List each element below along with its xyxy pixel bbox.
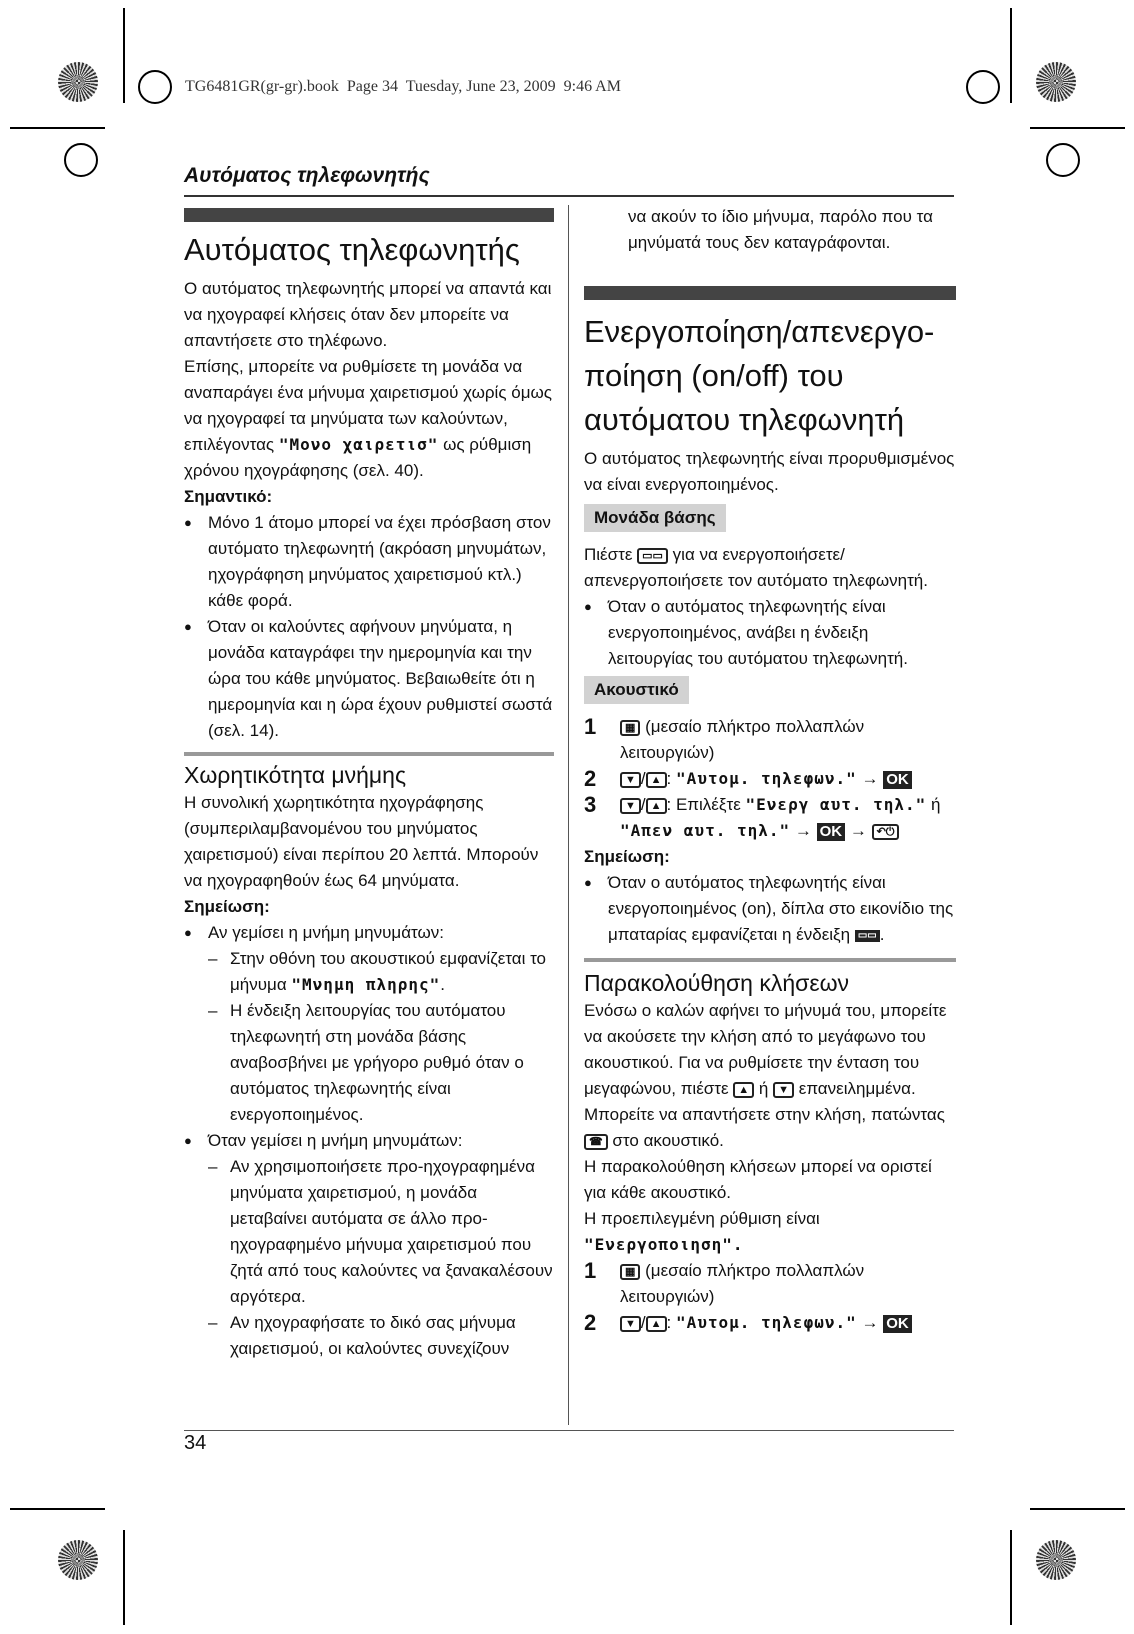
memory-text: Η συνολική χωρητικότητα ηχογράφησης (συμπεριλαμβανομένου του μηνύματος χαιρετισμού) είναι περίπου 20 λεπτά. Μπορούν να ηχογραφηθούν έως 64 μηνύματα. [184,793,539,890]
arrow-icon: → [794,821,812,840]
note-label: Σημείωση: [584,847,670,866]
screening-text: Ενόσω ο καλών αφήνει το μήνυμά του, μπορείτε να ακούσετε την κλήση από το μεγάφωνο του ακουστικού. Για να ρυθμίσετε την ένταση του μεγαφώνου, πιέστε ▲ ή ▼ επανειλημμένα. Μπορείτε να απαντήσετε στην κλήση, πατώντας ☎ στο ακουστικό. [584,1001,947,1150]
ok-key-icon: OK [883,1315,912,1333]
list-item: ● Όταν ο αυτόματος τηλεφωνητής είναι ενεργοποιημένος (on), δίπλα στο εικονίδιο της μπαταρίας εμφανίζεται η ένδειξη ▭▭ . [584,870,956,948]
note-label: Σημείωση: [184,897,270,916]
default-text: Ο αυτόματος τηλεφωνητής είναι προρυθμισμένος να είναι ενεργοποιημένος. [584,449,955,494]
down-key-icon: ▼ [620,798,641,814]
list-item: ● Όταν οι καλούντες αφήνουν μηνύματα, η μονάδα καταγράφει την ημερομηνία και την ώρα του κάθε μηνύματος. Βεβαιωθείτε ότι η ημερομηνία και η ώρα έχουν ρυθμιστεί σωστά (σελ. 14). [184,614,554,744]
menu-key-icon: ▦ [620,1264,640,1280]
intro-text-2: Επίσης, μπορείτε να ρυθμίσετε τη μονάδα να αναπαράγει ένα μήνυμα χαιρετισμού χωρίς όμως να ηχογραφεί τα μηνύματα των καλούντων, επιλέγοντας "Μονο χαιρετισ" ως ρύθμιση χρόνου ηχογράφησης (σελ. 40). [184,357,552,480]
crop-mark [123,1530,125,1625]
base-list [584,594,956,672]
ok-key-icon: OK [817,823,846,841]
memory-title: Χωρητικότητα μνήμης [184,762,407,788]
sub-item: – Η ένδειξη λειτουργίας του αυτόματου τηλεφωνητή στη μονάδα βάσης αναβοσβήνει με γρήγορο ρυθμό όταν ο αυτόματος τηλεφωνητής είναι ενεργοποιημένος. [184,998,554,1128]
crop-mark [1030,127,1125,129]
up-key-icon: ▲ [733,1082,754,1098]
step-2: 2 ▼ / ▲ : "Αυτομ. τηλεφων." → OK [584,766,956,792]
footer-rule [184,1430,954,1431]
right-column [584,204,956,1336]
target-mark [64,143,98,177]
arrow-icon: → [861,769,879,788]
list-item: ● Μόνο 1 άτομο μπορεί να έχει πρόσβαση στον αυτόματο τηλεφωνητή (ακρόαση μηνυμάτων, ηχογράφηση μηνύματος χαιρετισμού κτλ.) κάθε φορά. [184,510,554,614]
crop-mark [1010,1530,1012,1625]
down-key-icon: ▼ [620,1316,641,1332]
target-mark [1046,143,1080,177]
crop-mark [123,8,125,103]
list-item: ● Όταν γεμίσει η μνήμη μηνυμάτων: [184,1128,554,1154]
arrow-icon: → [861,1313,879,1332]
note-list-2 [184,1128,554,1154]
up-key-icon: ▲ [646,798,667,814]
target-mark [966,70,1000,104]
sub-item: – Στην οθόνη του ακουστικού εμφανίζεται το μήνυμα "Μνημη πληρης". [184,946,554,998]
crop-mark [10,127,105,129]
section-rule [584,958,956,962]
continued-text: να ακούν το ίδιο μήνυμα, παρόλο που τα μηνύματά τους δεν καταγράφονται. [628,207,933,252]
arrow-icon: → [849,821,867,840]
default-setting: Η προεπιλεγμένη ρύθμιση είναι [584,1209,820,1228]
registration-mark [1036,1540,1076,1580]
registration-mark [1036,62,1076,102]
up-key-icon: ▲ [646,772,667,788]
screening-text-2: Η παρακολούθηση κλήσεων μπορεί να οριστεί για κάθε ακουστικό. [584,1157,932,1202]
base-press-text: Πιέστε ▭▭ για να ενεργοποιήσετε/απενεργοποιήσετε τον αυτόματο τηλεφωνητή. [584,545,928,590]
page-number: 34 [184,1432,207,1454]
menu-key-icon: ▦ [620,720,640,736]
section-rule [184,752,554,756]
left-column [184,208,554,1362]
down-key-icon: ▼ [620,772,641,788]
important-list [184,510,554,744]
handset-label: Ακουστικό [584,676,689,704]
target-mark [138,70,172,104]
registration-mark [58,1540,98,1580]
right-note-list [584,870,956,948]
sub-item: – Αν ηχογραφήσατε το δικό σας μήνυμα χαιρετισμού, οι καλούντες συνεχίζουν [184,1310,554,1362]
ok-key-icon: OK [883,771,912,789]
right-title: Ενεργοποίηση/απενεργο-ποίηση (on/off) του αυτόματου τηλεφωνητή [584,314,935,437]
off-key-icon: ↶⏻ [872,824,900,840]
column-divider [568,205,569,1425]
left-title: Αυτόματος τηλεφωνητής [184,232,520,267]
down-key-icon: ▼ [773,1082,794,1098]
header-rule [184,195,954,197]
list-item: ● Όταν ο αυτόματος τηλεφωνητής είναι ενεργοποιημένος, ανάβει η ένδειξη λειτουργίας του αυτόματου τηλεφωνητή. [584,594,956,672]
step-1: 1 ▦ (μεσαίο πλήκτρο πολλαπλών λειτουργιών) [584,714,865,762]
step-3: 3 ▼ / ▲ : Επιλέξτε "Ενεργ αυτ. τηλ." ή "Απεν αυτ. τηλ." → OK → ↶⏻ [584,792,941,840]
up-key-icon: ▲ [646,1316,667,1332]
crop-mark [10,1508,105,1510]
default-setting-value: "Ενεργοποιηση". [584,1235,744,1254]
talk-key-icon: ☎ [584,1134,608,1150]
note-list [184,920,554,946]
intro-text: Ο αυτόματος τηλεφωνητής μπορεί να απαντά και να ηχογραφεί κλήσεις όταν δεν μπορείτε να απαντήσετε στο τηλέφωνο. [184,279,552,350]
title-bar [584,286,956,300]
crop-mark [1010,8,1012,103]
registration-mark [58,62,98,102]
base-unit-label: Μονάδα βάσης [584,504,726,532]
answering-machine-icon: ▭▭ [855,930,880,942]
screen-step-1: 1 ▦ (μεσαίο πλήκτρο πολλαπλών λειτουργιών) [584,1258,865,1306]
answer-key-icon: ▭▭ [637,548,668,564]
crop-mark [1030,1508,1125,1510]
important-label: Σημαντικό: [184,487,273,506]
section-header: Αυτόματος τηλεφωνητής [184,164,430,187]
list-item: ● Αν γεμίσει η μνήμη μηνυμάτων: [184,920,554,946]
screening-title: Παρακολούθηση κλήσεων [584,970,850,996]
title-bar [184,208,554,222]
book-info: TG6481GR(gr-gr).book Page 34 Tuesday, June 23, 2009 9:46 AM [185,78,621,95]
screen-step-2: 2 ▼ / ▲ : "Αυτομ. τηλεφων." → OK [584,1310,956,1336]
sub-item: – Αν χρησιμοποιήσετε προ-ηχογραφημένα μηνύματα χαιρετισμού, η μονάδα μεταβαίνει αυτόματα σε άλλο προ-ηχογραφημένο μήνυμα χαιρετισμού που ζητά από τους καλούντες να ξανακαλέσουν αργότερα. [184,1154,554,1310]
